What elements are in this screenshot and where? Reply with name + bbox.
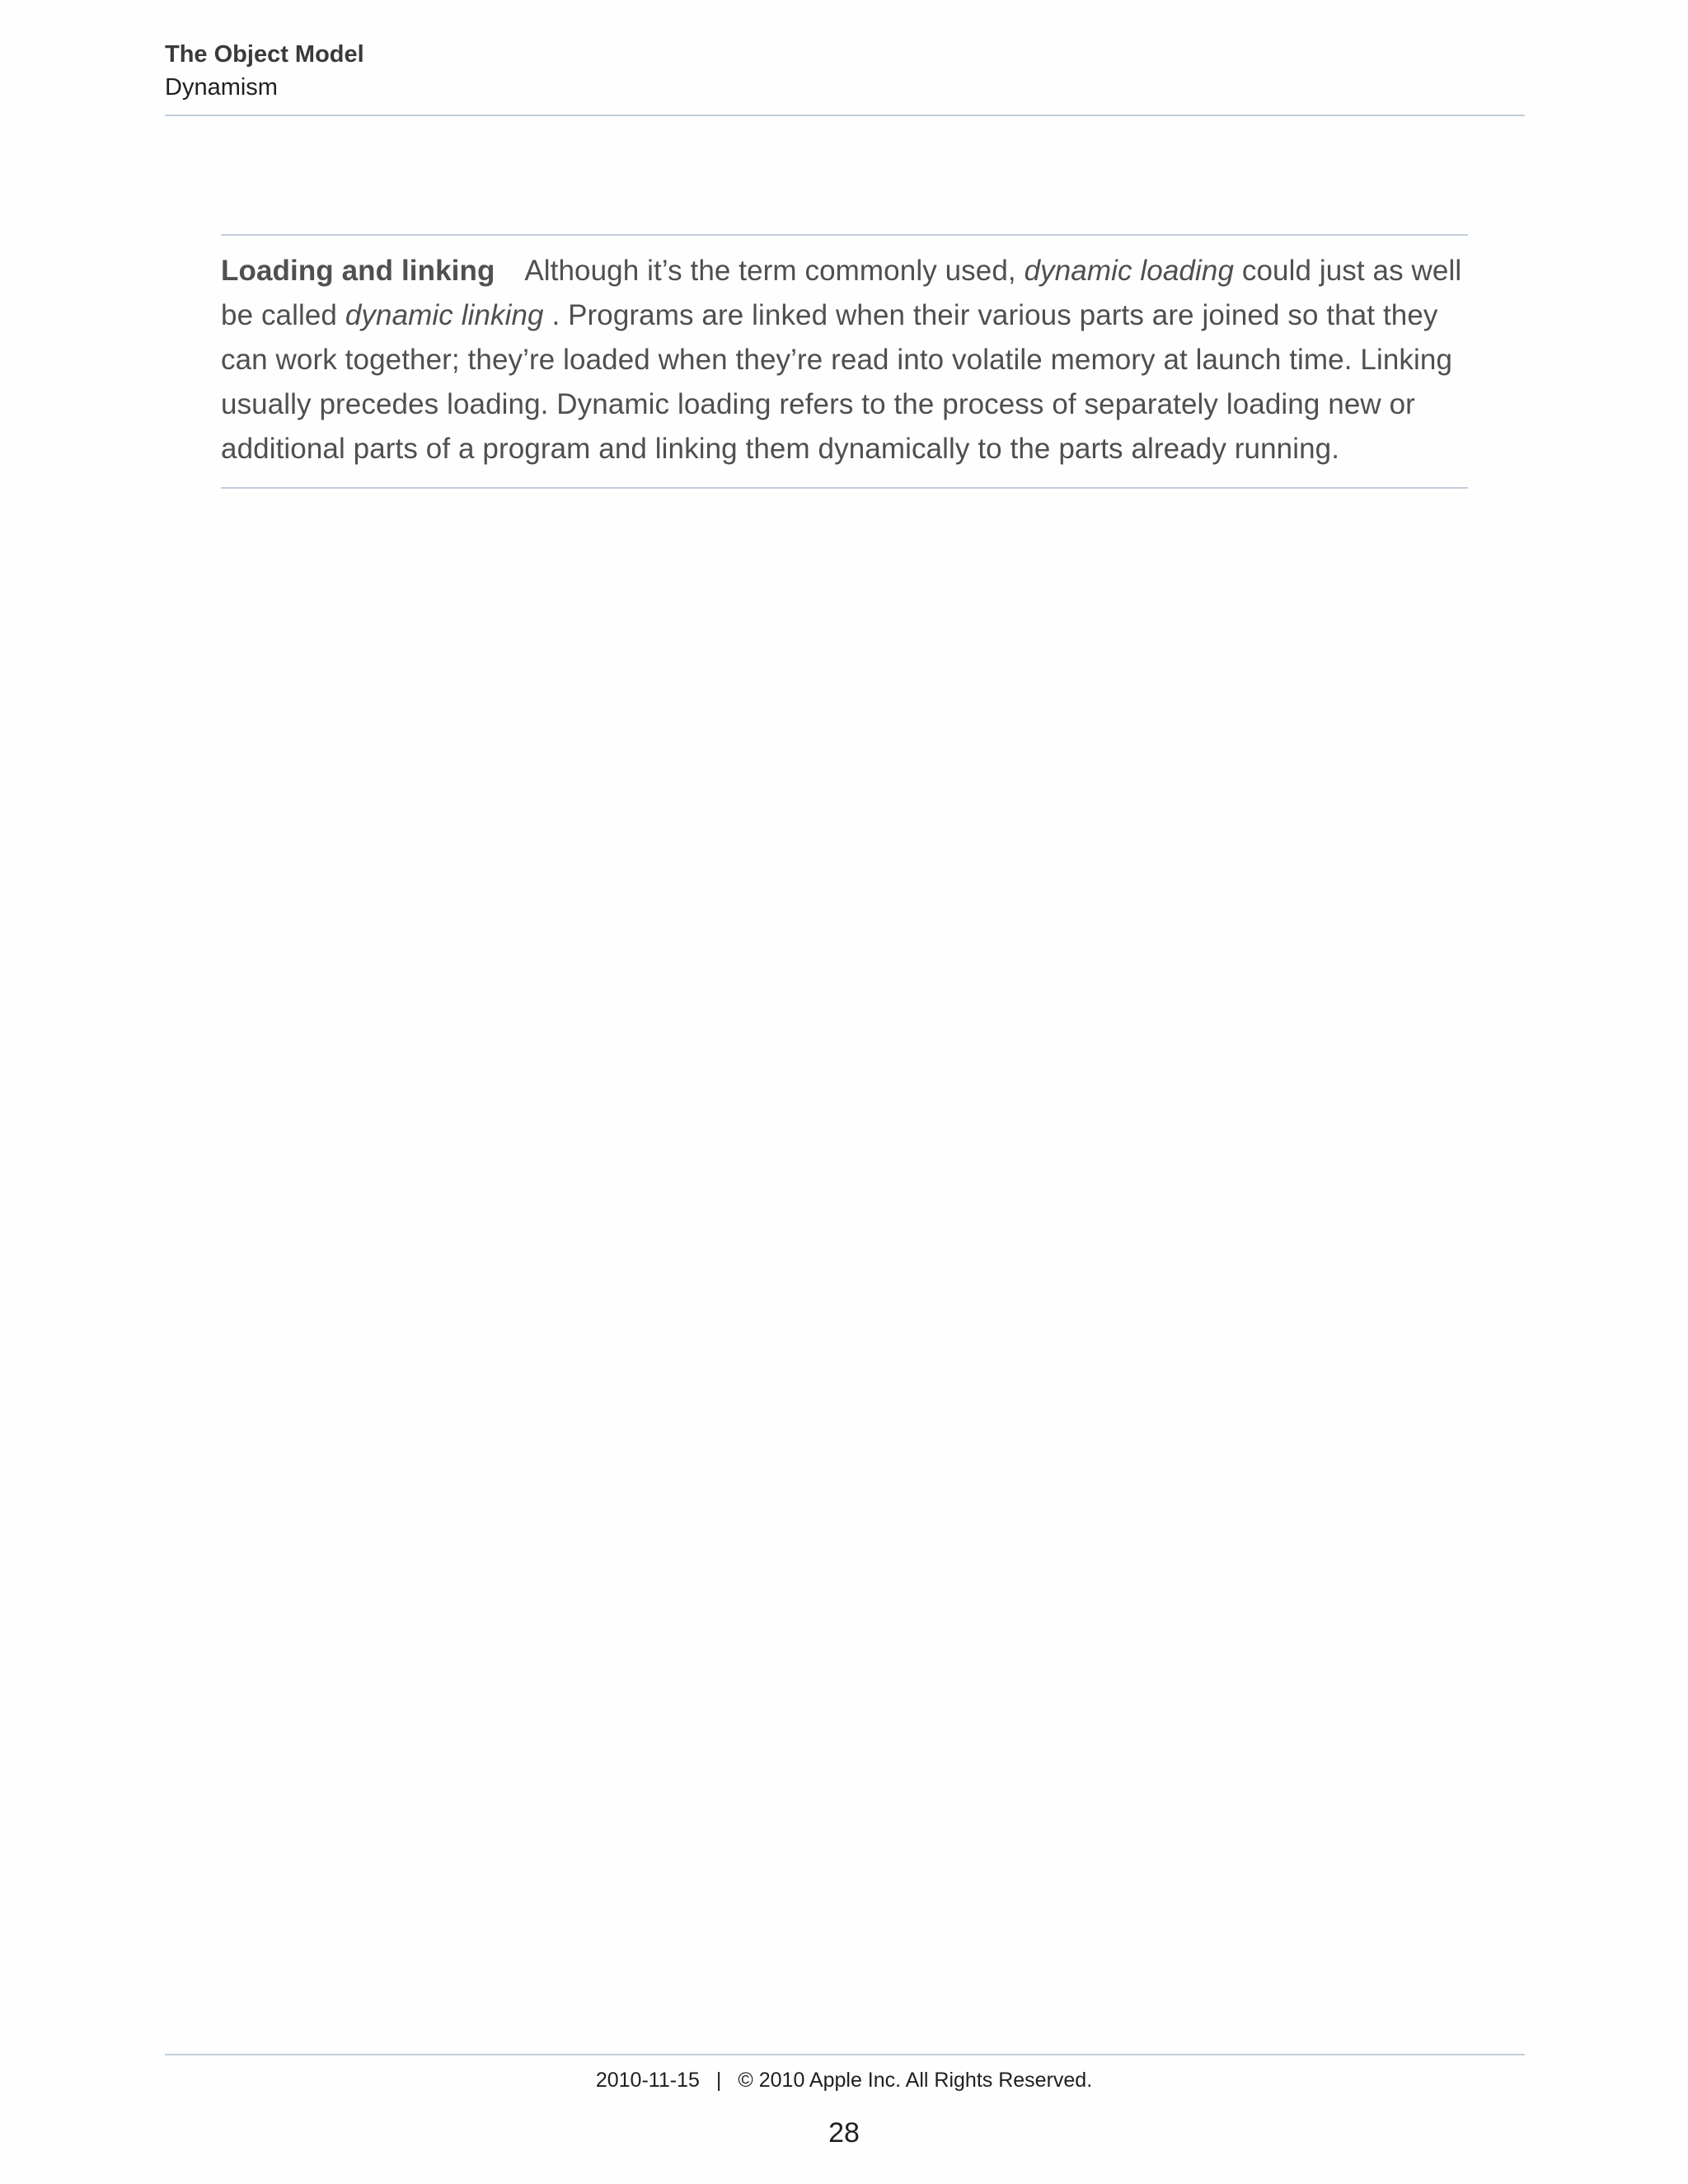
note-text-part-2: could just as well be called [221,255,1462,331]
note-title: Loading and linking [221,255,495,287]
note-box [221,234,1468,489]
term-dynamic-linking: dynamic linking [345,299,544,331]
note-paragraph [221,249,1468,471]
section-title: Dynamism [165,74,278,101]
footer-date: 2010-11-15 [595,2069,700,2092]
page-number: 28 [828,2117,860,2149]
note-text-part-1: Although it’s the term commonly used, [524,255,1016,287]
header-divider [165,115,1525,116]
page-header [165,38,1525,104]
page-footer [0,2065,1688,2095]
footer-copyright: © 2010 Apple Inc. All Rights Reserved. [738,2069,1093,2092]
note-text-part-3: . Programs are linked when their various parts are joined so that they can work together; they’re loaded when they’re read into volatile memory at launch time. Linking usually precedes loading. Dynamic loading refers to the process of separately loading new or additional parts of a program and linking them dynamically to the parts already running. [221,299,1453,465]
chapter-title: The Object Model [165,41,364,68]
footer-divider [165,2054,1525,2055]
footer-separator: | [715,2069,722,2092]
term-dynamic-loading: dynamic loading [1024,255,1235,287]
